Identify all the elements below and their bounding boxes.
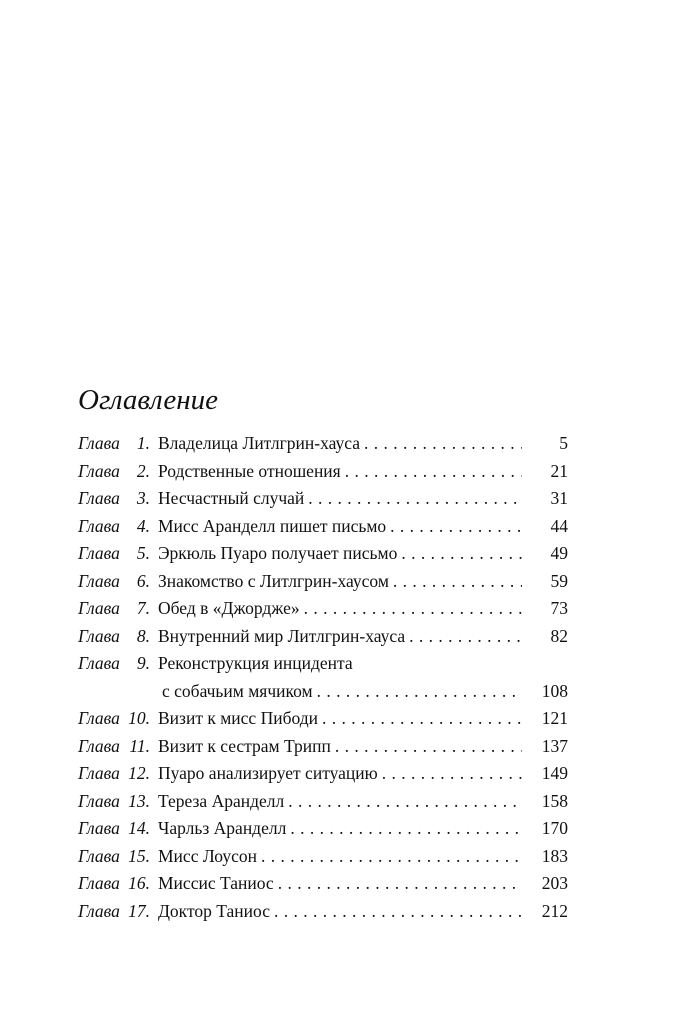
page-number: 137 [541,735,568,756]
page-number: 158 [541,790,568,811]
toc-title: Оглавление [78,384,218,416]
toc-entry-15[interactable] [78,843,568,871]
chapter-label: Глава [78,570,120,591]
dot-leader [322,705,522,733]
chapter-label: Глава [78,708,120,728]
chapter-label: Глава [78,460,120,481]
chapter-title: Визит к мисс Пибоди [158,708,318,728]
dot-leader [278,870,522,898]
toc-entry-5[interactable] [78,540,568,568]
chapter-number: 10. [128,708,150,728]
toc-entry-7[interactable] [78,595,568,623]
toc-entry-11[interactable] [78,733,568,761]
chapter-number: 3. [136,488,150,508]
dot-leader [290,815,522,843]
chapter-title: Тереза Аранделл [158,790,285,811]
dot-leader [288,788,522,816]
chapter-title: Чарльз Аранделл [158,818,287,838]
chapter-title: Доктор Таниос [158,900,270,921]
chapter-number: 15. [128,845,150,866]
toc-entry-17[interactable] [78,898,568,926]
page-number: 73 [550,598,568,618]
dot-leader [308,485,522,513]
toc-entry-6[interactable] [78,568,568,596]
toc-entry-12[interactable] [78,760,568,788]
dot-leader [390,513,522,541]
chapter-label: Глава [78,598,120,618]
toc-entry-8[interactable] [78,623,568,651]
dot-leader [382,760,522,788]
toc-list [78,430,568,925]
page-number: 149 [541,763,568,783]
chapter-number: 9. [136,653,150,673]
chapter-label: Глава [78,845,120,866]
toc-entry-9-continuation[interactable] [78,678,568,706]
chapter-number: 8. [136,625,150,646]
chapter-title: Миссис Таниос [158,873,274,893]
dot-leader [345,458,522,486]
chapter-title: Мисс Аранделл пишет письмо [158,515,387,536]
chapter-number: 5. [136,543,150,563]
page-number: 203 [541,873,568,893]
page-number: 183 [541,845,568,866]
page-number: 170 [541,818,568,838]
chapter-label: Глава [78,790,120,811]
chapter-title: Родственные отношения [158,460,341,481]
page-number: 5 [559,433,568,453]
page-number: 121 [541,708,568,728]
chapter-title: Несчастный случай [158,488,305,508]
toc-entry-14[interactable] [78,815,568,843]
page-number: 49 [550,543,568,563]
chapter-title: Эркюль Пуаро получает письмо [158,543,398,563]
toc-entry-13[interactable] [78,788,568,816]
page-number: 31 [550,488,568,508]
chapter-label: Глава [78,515,120,536]
chapter-title: Мисс Лоусон [158,845,257,866]
chapter-number: 13. [128,790,150,811]
dot-leader [364,430,522,458]
chapter-title: Реконструкция инцидента [158,653,353,673]
dot-leader [317,678,522,706]
chapter-label: Глава [78,900,120,921]
chapter-number: 4. [136,515,150,536]
chapter-title: Внутренний мир Литлгрин-хауса [158,625,406,646]
chapter-number: 7. [136,598,150,618]
page-number: 82 [550,625,568,646]
chapter-label: Глава [78,433,120,453]
chapter-title: Владелица Литлгрин-хауса [158,433,361,453]
chapter-number: 2. [136,460,150,481]
chapter-number: 1. [136,433,150,453]
chapter-label: Глава [78,763,120,783]
toc-entry-10[interactable] [78,705,568,733]
chapter-title: Обед в «Джордже» [158,598,300,618]
chapter-label: Глава [78,653,120,673]
chapter-title-continuation: с собачьим мячиком [162,680,313,701]
chapter-number: 16. [128,873,150,893]
chapter-label: Глава [78,543,120,563]
dot-leader [393,568,522,596]
page-number: 108 [541,680,568,701]
chapter-label: Глава [78,488,120,508]
toc-entry-2[interactable] [78,458,568,486]
dot-leader [401,540,522,568]
chapter-number: 11. [129,735,150,756]
chapter-title: Визит к сестрам Трипп [158,735,331,756]
chapter-label: Глава [78,735,120,756]
toc-entry-1[interactable] [78,430,568,458]
chapter-label: Глава [78,625,120,646]
toc-entry-3[interactable] [78,485,568,513]
chapter-title: Знакомство с Литлгрин-хаусом [158,570,389,591]
toc-entry-16[interactable] [78,870,568,898]
dot-leader [335,733,522,761]
dot-leader [409,623,522,651]
page-number: 59 [550,570,568,591]
chapter-number: 12. [128,763,150,783]
chapter-title: Пуаро анализирует ситуацию [158,763,378,783]
page-number: 44 [550,515,568,536]
chapter-number: 17. [128,900,150,921]
dot-leader [261,843,522,871]
page-number: 21 [550,460,568,481]
chapter-label: Глава [78,818,120,838]
dot-leader [304,595,522,623]
page-number: 212 [541,900,568,921]
chapter-label: Глава [78,873,120,893]
toc-entry-4[interactable] [78,513,568,541]
toc-entry-9[interactable] [78,650,568,678]
chapter-number: 6. [136,570,150,591]
dot-leader [274,898,522,926]
chapter-number: 14. [128,818,150,838]
